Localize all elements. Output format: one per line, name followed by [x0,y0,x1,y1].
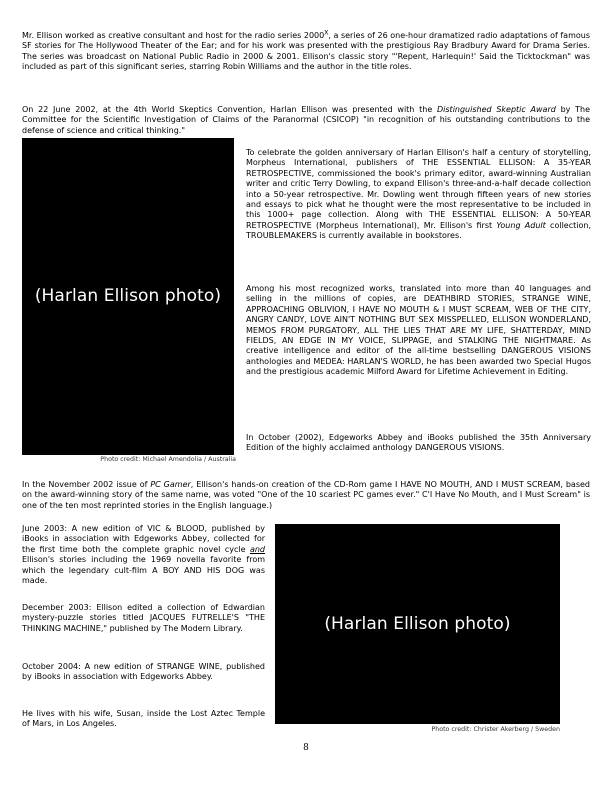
pc-gamer-paragraph [22,480,590,511]
photo-placeholder-label: (Harlan Ellison photo) [324,613,511,634]
italic-text: Distinguished Skeptic Award [437,105,556,114]
right-column-paragraph-1 [246,148,591,242]
text-run: Mr. Ellison worked as creative consultant and host for the radio series 2000 [22,31,325,40]
text-run: Among his most recognized works, translated into more than 40 languages and selling in the millions of copies, are DEATHBIRD STORIES, STRANGE WINE, APPROACHING OBLIVION, I HAVE NO MOUTH & I MUST SCREAM, WEB OF THE CITY, ANGRY CANDY, LOVE AIN'T NOTHING BUT SEX MISSPELLED, ELLISON WONDERLAND, MEMOS FROM PURGATORY, ALL THE LIES THAT ARE MY LIFE, SHATTERDAY, MIND FIELDS, AN EDGE IN MY VOICE, SLIPPAGE, and STALKING THE NIGHTMARE. As creative intelligence and editor of the all-time bestselling DANGEROUS VISIONS anthologies and MEDEA: HARLAN'S WORLD, he has been awarded two Special Hugos and the prestigious academic Milford Award for Lifetime Achievement in Editing. [246,284,591,377]
harlan-ellison-photo-2 [275,524,560,724]
right-column-paragraph-3 [246,433,591,454]
text-run: To celebrate the golden anniversary of Harlan Ellison's half a century of storytelling, Morpheus International, publishers of THE ESSENTIAL ELLISON: A 35-YEAR RETROSPECTIVE, commissioned the book's primary editor, award-winning Australian writer and critic Terry Dowling, to expand Ellison's three-and-a-half decade collection into a 50-year retrospective. Mr. Dowling went through fifteen years of new stories and essays to pick what he thought were the most representative to be included in this 1000+ page collection. Along with THE ESSENTIAL ELLISON: A 50-YEAR RETROSPECTIVE (Morpheus International), Mr. Ellison's first [246,148,591,230]
left-column-paragraph-4 [22,709,265,730]
photo-placeholder-label: (Harlan Ellison photo) [34,286,222,307]
intro-paragraph-2 [22,105,590,136]
italic-text: Young Adult [496,220,546,230]
superscript-text: X [324,29,329,37]
text-run: He lives with his wife, Susan, inside the Lost Aztec Temple of Mars, in Los Angeles. [22,709,265,729]
text-run: collection, TROUBLEMAKERS is currently available in bookstores. [246,220,591,241]
text-run: by The Committee for the Scientific Investigation of Claims of the Paranormal (CSICOP) "in recognition of his outstanding contributions to the defense of science and critical thinking." [22,105,591,135]
photo-credit-1: Photo credit: Michael Amendolia / Australia [100,456,236,463]
text-run: In October (2002), Edgeworks Abbey and iBooks published the 35th Anniversary Edition of the highly acclaimed anthology DANGEROUS VISIONS. [246,433,591,453]
text-run: June 2003: A new edition of VIC & BLOOD, published by iBooks in association with Edgeworks Abbey, collected for the first time both the complete graphic novel cycle [22,524,265,554]
text-run: , a series of 26 one-hour dramatized radio adaptations of famous SF stories for The Hollywood Theater of the Ear; and for his work was presented with the prestigious Ray Bradbury Award for Drama Series. The series was broadcast on National Public Radio in 2000 & 2001. Ellison's classic story "'Repent, Harlequin!' Said the Ticktockman" was included as part of this significant series, starring Robin Williams and the author in the title roles. [22,31,591,72]
left-column-paragraph-3 [22,662,265,683]
harlan-ellison-photo-1 [22,138,234,455]
text-run: , Ellison's hands-on creation of the CD-Rom game I HAVE NO MOUTH, AND I MUST SCREAM, based on the award-winning story of the same name, was voted "One of the 10 scariest PC games ever." C'I Have No Mouth, and I Must Scream" is one of the ten most reprinted stories in the English language.) [22,480,591,510]
italic-text: and [249,544,265,554]
intro-paragraph-1 [22,31,590,73]
text-run: In the November 2002 issue of [22,480,151,489]
left-column-paragraph-2 [22,603,265,634]
text-run: October 2004: A new edition of STRANGE WINE, published by iBooks in association with Edgeworks Abbey. [22,662,265,682]
text-run: On 22 June 2002, at the 4th World Skeptics Convention, Harlan Ellison was presented with the [22,105,437,114]
page-number: 8 [303,743,309,753]
left-column-paragraph-1 [22,524,265,586]
text-run: Ellison's stories including the 1969 novella favorite from which the legendary cult-film A BOY AND HIS DOG was made. [22,555,265,586]
italic-text: PC Gamer [150,480,191,489]
text-run: December 2003: Ellison edited a collection of Edwardian mystery-puzzle stories titled JACQUES FUTRELLE'S "THE THINKING MACHINE," published by The Modern Library. [22,603,265,633]
right-column-paragraph-2 [246,284,591,378]
photo-credit-2: Photo credit: Christer Akerberg / Sweden [431,726,560,733]
